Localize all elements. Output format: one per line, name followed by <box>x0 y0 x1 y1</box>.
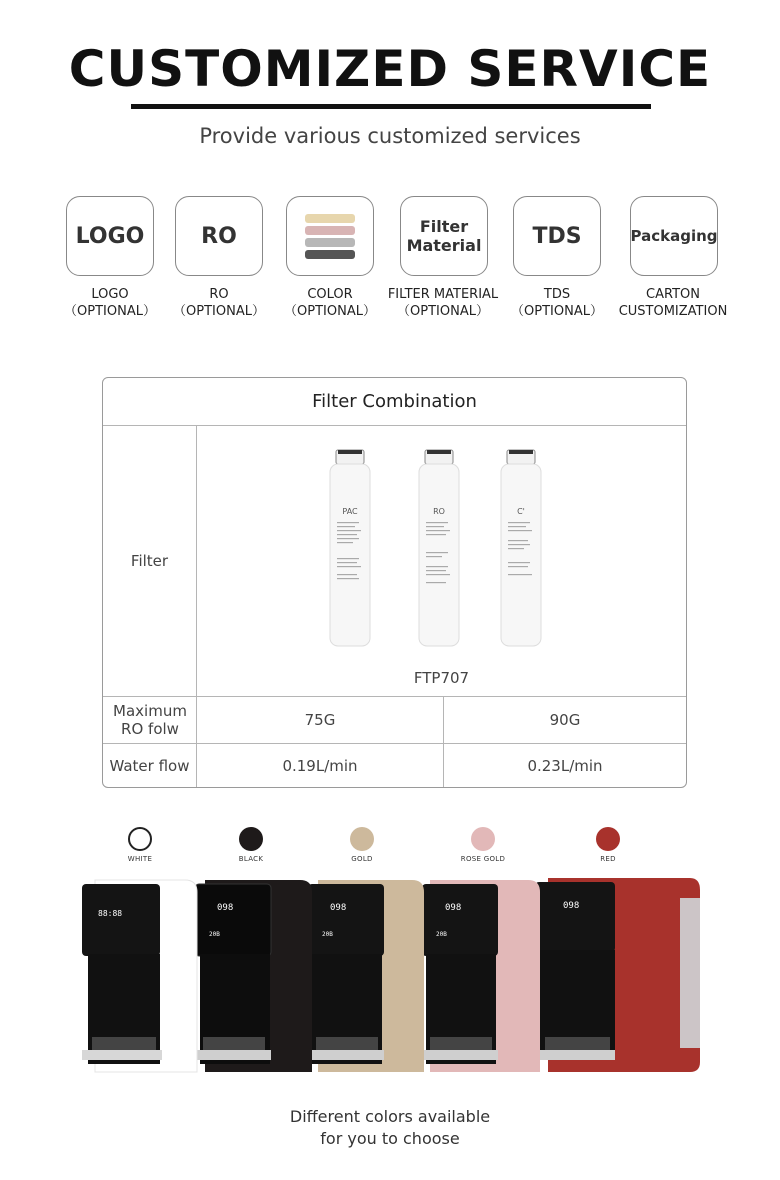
service-label-name: COLOR <box>307 287 353 302</box>
rose-gold-color-name: ROSE GOLD <box>460 855 506 863</box>
filter-row-label: Filter <box>130 552 169 570</box>
colors-caption <box>0 1106 780 1150</box>
white-dispenser-display: 88:88 <box>98 909 123 918</box>
water-flow-value-2: 0.23L/min <box>527 756 603 775</box>
service-label-name: FILTER MATERIAL <box>387 287 499 302</box>
page-title: CUSTOMIZED SERVICE <box>68 40 712 98</box>
ro-filter-cartridge-image <box>414 448 464 652</box>
black-color-name: BLACK <box>238 855 264 863</box>
red-color-name: RED <box>600 855 616 863</box>
filter-material-icon-line1: Filter <box>419 217 469 236</box>
rose-gold-color-dot <box>471 827 495 851</box>
black-color-dot <box>239 827 263 851</box>
black-dispenser <box>193 880 312 1072</box>
service-label-note: （OPTIONAL） <box>64 304 156 319</box>
title-underline <box>131 104 651 109</box>
filter-combination-table <box>102 377 687 788</box>
tds-service-icon <box>513 196 601 276</box>
max-ro-flow-value-1: 75G <box>304 711 336 729</box>
service-label-name: TDS <box>543 287 571 302</box>
service-label-note: （OPTIONAL） <box>173 304 265 319</box>
white-color-name: WHITE <box>127 855 153 863</box>
packaging-service-icon-text: Packaging <box>630 227 718 245</box>
white-color-dot <box>128 827 152 851</box>
carton-service-label <box>608 286 738 320</box>
tds-service-label <box>492 286 622 320</box>
filter-material-service-label <box>378 286 508 320</box>
max-ro-flow-label: Maximum RO folw <box>113 702 187 738</box>
colors-caption-line2: for you to choose <box>320 1129 460 1148</box>
water-flow-value-1: 0.19L/min <box>282 756 358 775</box>
rose-gold-dispenser-temp: 20B <box>436 931 447 938</box>
ro-service-icon-text: RO <box>201 223 237 249</box>
gold-color-dot <box>350 827 374 851</box>
service-label-name: LOGO <box>91 287 129 302</box>
max-ro-flow-value-2: 90G <box>549 711 581 729</box>
color-swatches <box>305 214 355 259</box>
colors-caption-line1: Different colors available <box>289 1107 491 1126</box>
page-subtitle: Provide various customized services <box>199 124 581 148</box>
ro-cartridge-label: RO <box>433 507 445 516</box>
swatch-dark <box>305 250 355 259</box>
swatch-grey <box>305 238 355 247</box>
black-dispenser-display: 098 <box>217 903 234 913</box>
pac-filter-cartridge-image <box>325 448 375 652</box>
filter-material-icon-line2: Material <box>406 236 482 255</box>
rose-gold-dispenser <box>420 880 540 1072</box>
service-label-name: CARTON <box>646 287 700 302</box>
swatch-pink <box>305 226 355 235</box>
color-service-label <box>265 286 395 320</box>
red-color-dot <box>596 827 620 851</box>
water-flow-label: Water flow <box>109 756 190 775</box>
packaging-service-icon <box>630 196 718 276</box>
gold-dispenser <box>306 880 424 1072</box>
gold-dispenser-temp: 20B <box>322 931 333 938</box>
pac-cartridge-label: PAC <box>342 507 358 516</box>
service-label-note: （OPTIONAL） <box>511 304 603 319</box>
service-label-note: （OPTIONAL） <box>284 304 376 319</box>
table-title: Filter Combination <box>312 391 477 412</box>
rose-gold-dispenser-display: 098 <box>445 903 462 913</box>
filter-model-name: FTP707 <box>413 669 470 687</box>
gold-dispenser-display: 098 <box>330 903 347 913</box>
red-dispenser-display: 098 <box>563 901 580 911</box>
service-label-note: （OPTIONAL） <box>397 304 489 319</box>
service-label-name: RO <box>209 287 229 302</box>
c-filter-cartridge-image <box>496 448 546 652</box>
c-cartridge-label: C' <box>517 507 525 516</box>
tds-service-icon-text: TDS <box>532 223 582 249</box>
black-dispenser-temp: 20B <box>209 931 220 938</box>
ro-service-icon <box>175 196 263 276</box>
swatch-cream <box>305 214 355 223</box>
color-service-icon <box>286 196 374 276</box>
service-label-note: CUSTOMIZATION <box>618 304 728 319</box>
logo-service-icon <box>66 196 154 276</box>
logo-service-icon-text: LOGO <box>75 223 145 249</box>
dispenser-lineup-image <box>0 872 780 1082</box>
red-dispenser <box>535 878 700 1072</box>
filter-material-service-icon <box>400 196 488 276</box>
white-dispenser <box>82 880 197 1072</box>
gold-color-name: GOLD <box>351 855 373 863</box>
